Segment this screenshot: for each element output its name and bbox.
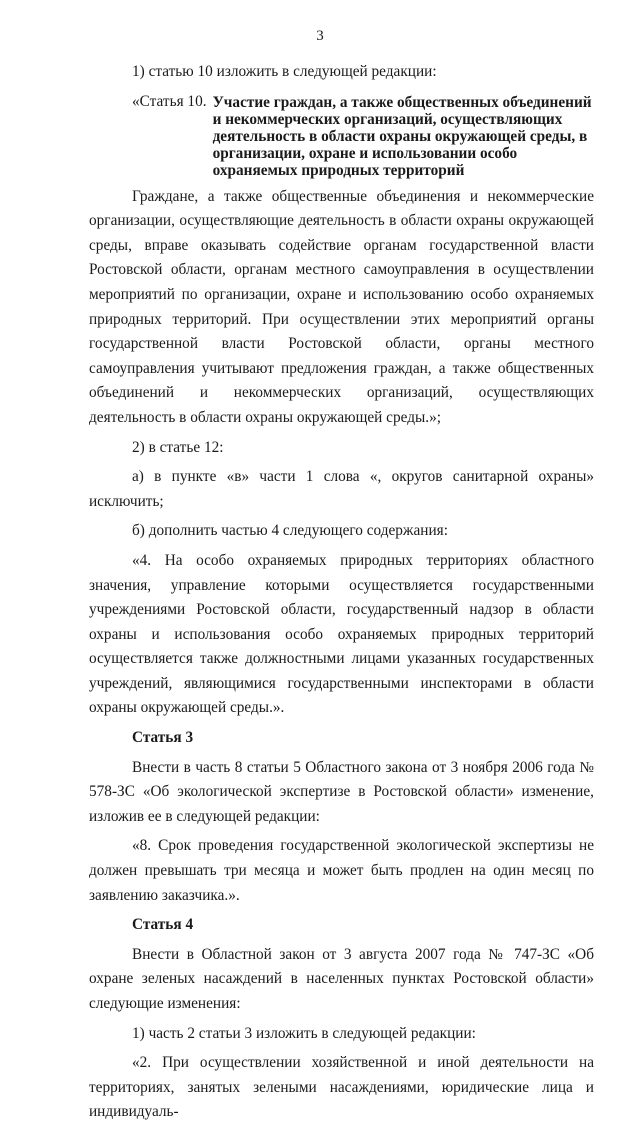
paragraph: Граждане, а также общественные объединения и некоммерческие организации, осуществляющие деятельность в области охраны окружающей среды, вправе оказывать содействие органам государственной власти Ростовской области, органам местного самоуправления в осуществлении мероприятий по организации, охране и использованию особо охраняемых природных территорий. При осуществлении этих мероприятий органы государственной власти Ростовской области, органы местного самоуправления учитывают предложения граждан, а также общественных объединений и некоммерческих организаций, осуществляющих деятельность в области охраны окружающей среды.»;: [89, 187, 594, 426]
paragraph: а) в пункте «в» части 1 слова «, округов санитарной охраны» исключить;: [89, 468, 594, 510]
article-4-heading: Статья 4: [132, 916, 194, 934]
article-10-heading: [89, 90, 594, 180]
paragraph: 1) статью 10 изложить в следующей редакции:: [132, 63, 437, 80]
paragraph: б) дополнить частью 4 следующего содержания:: [132, 522, 448, 540]
paragraph: 1) часть 2 статьи 3 изложить в следующей редакции:: [132, 1024, 476, 1042]
article-10-title: Участие граждан, а также общественных объединений и некоммерческих организаций, осуществляющих деятельность в области охраны окружающей среды, в организации, охране и использовании особо охраняемых природных территорий: [212, 93, 592, 180]
article-10-label: «Статья 10.: [132, 92, 207, 110]
paragraph: 2) в статье 12:: [132, 438, 224, 456]
page-number: 3: [316, 28, 324, 44]
paragraph: Внести в часть 8 статьи 5 Областного закона от 3 ноября 2006 года № 578-ЗС «Об экологической экспертизе в Ростовской области» изменение, изложив ее в следующей редакции:: [89, 758, 594, 825]
document-body: [89, 60, 594, 1125]
paragraph: «4. На особо охраняемых природных территориях областного значения, управление которыми осуществляется государственными учреждениями Ростовской области, государственный надзор в области охраны и использования особо охраняемых природных территорий осуществляется также должностными лицами указанных государственных учреждений, являющимися государственными инспекторами в области охраны окружающей среды.».: [89, 551, 594, 717]
paragraph: «2. При осуществлении хозяйственной и иной деятельности на территориях, занятых зелеными насаждениями, юридические лица и индивидуаль-: [89, 1054, 594, 1121]
article-3-heading: Статья 3: [132, 729, 194, 747]
paragraph: Внести в Областной закон от 3 августа 2007 года № 747-ЗС «Об охране зеленых насаждений в населенных пунктах Ростовской области» следующие изменения:: [89, 945, 594, 1013]
paragraph: «8. Срок проведения государственной экологической экспертизы не должен превышать три месяца и может быть продлен на один месяц по заявлению заказчика.».: [89, 837, 594, 904]
